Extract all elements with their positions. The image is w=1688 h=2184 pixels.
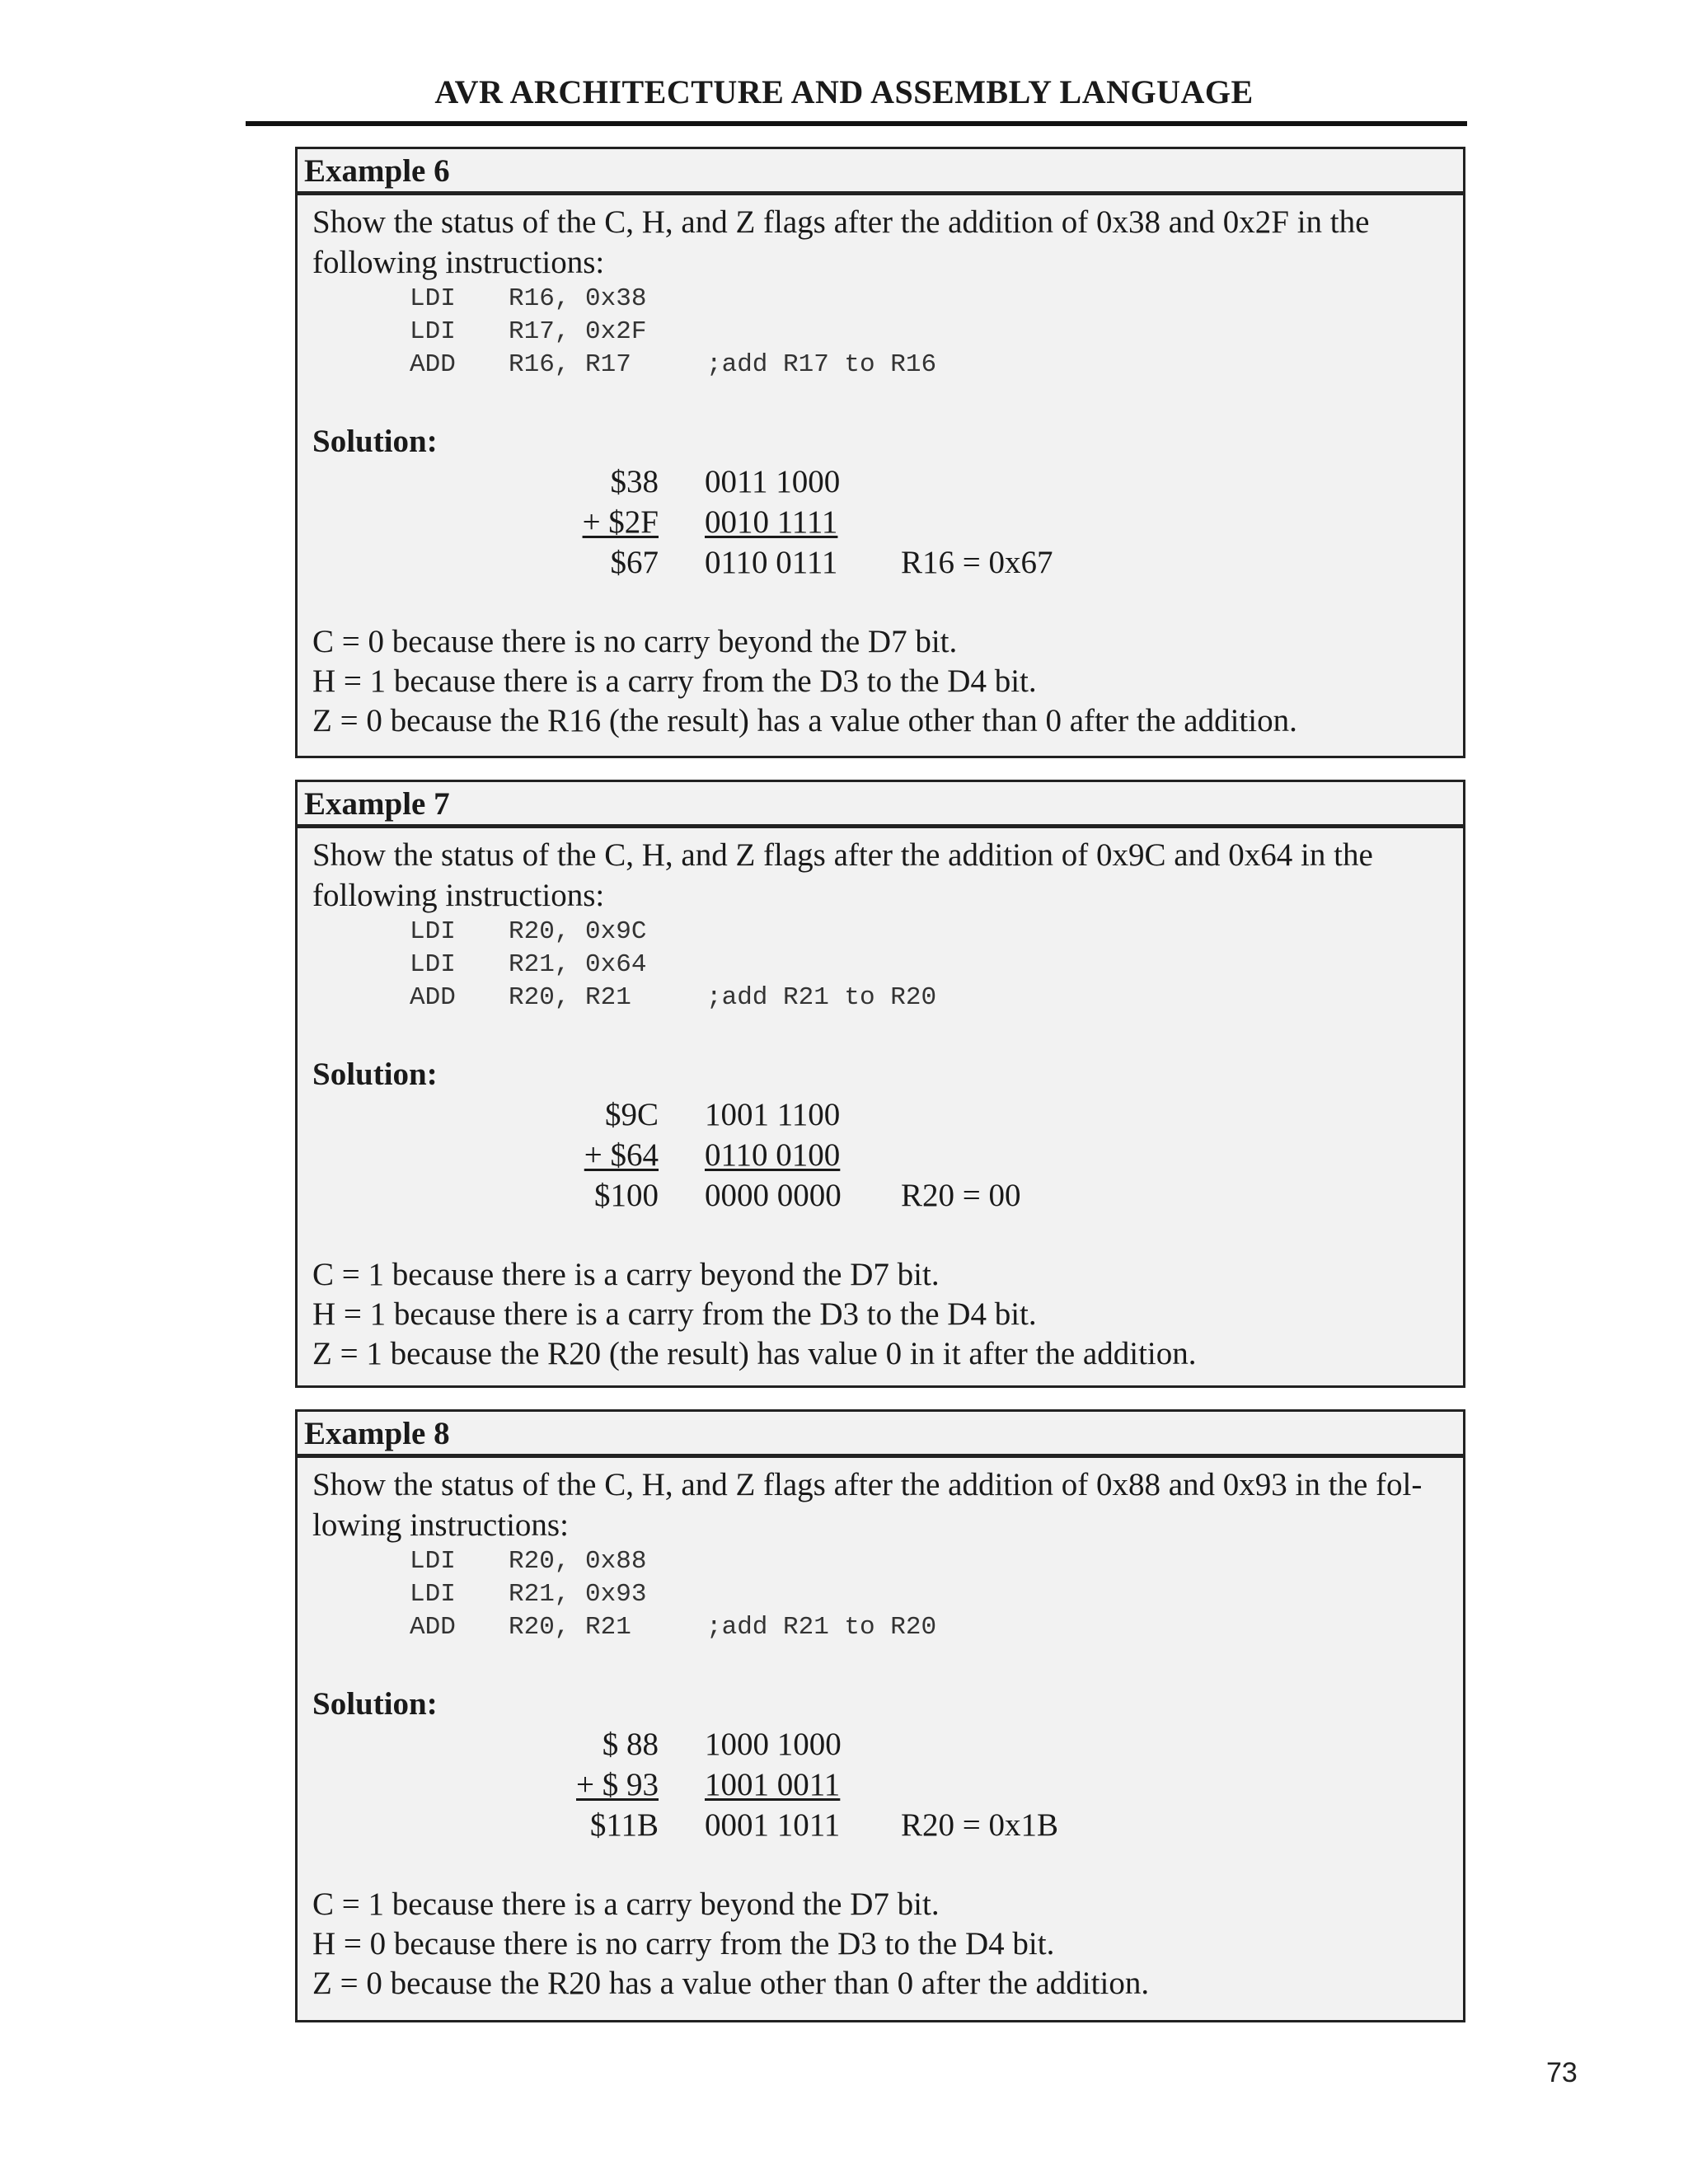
code-line: [410, 1545, 1448, 1578]
running-header: AVR ARCHITECTURE AND ASSEMBLY LANGUAGE: [434, 73, 1254, 110]
example-box: [295, 147, 1465, 758]
hex-value: $11B: [589, 1807, 659, 1843]
result-value: R20 = 00: [901, 1178, 1021, 1213]
flag-line: H = 1 because there is a carry from the D3 to the D4 bit.: [312, 1296, 1037, 1332]
arithmetic-block: [312, 1094, 1448, 1216]
page-number: 73: [1546, 2057, 1578, 2088]
example-title: Example 6: [298, 149, 1463, 195]
flag-explanations: [312, 1255, 1448, 1389]
operands: R20, 0x9C: [509, 917, 647, 946]
result-value: R20 = 0x1B: [901, 1807, 1059, 1843]
flag-line: C = 1 because there is a carry beyond the D7 bit.: [312, 1886, 940, 1922]
header-rule: [246, 121, 1467, 126]
code-block: [410, 1545, 1448, 1644]
code-line: [410, 1578, 1448, 1611]
flag-line: C = 0 because there is no carry beyond the D7 bit.: [312, 624, 958, 659]
code-block: [410, 916, 1448, 1015]
opcode: LDI: [410, 917, 456, 946]
code-line: [410, 949, 1448, 982]
arith-row: [312, 462, 1448, 502]
flag-line: Z = 1 because the R20 (the result) has value 0 in it after the addition.: [312, 1336, 1197, 1371]
hex-value: $38: [610, 464, 659, 499]
arith-row: [312, 502, 1448, 542]
prompt-line: Show the status of the C, H, and Z flags after the addition of 0x38 and 0x2F in the: [312, 204, 1370, 240]
example-box: [295, 1409, 1465, 2022]
binary-value: 0001 1011: [705, 1807, 841, 1843]
arith-row: [312, 542, 1448, 583]
binary-value: 1001 0011: [705, 1767, 841, 1802]
code-line: [410, 316, 1448, 349]
code-line: [410, 1611, 1448, 1644]
hex-value: $ 88: [602, 1727, 659, 1762]
hex-value: + $ 93: [576, 1767, 659, 1802]
hex-value: $67: [610, 545, 659, 580]
example-body: [298, 202, 1463, 756]
solution-label: Solution:: [312, 1686, 438, 1722]
result-value: R16 = 0x67: [901, 545, 1053, 580]
operands: R20, R21: [509, 983, 631, 1012]
binary-value: 1000 1000: [705, 1727, 842, 1762]
binary-value: 0110 0111: [705, 545, 838, 580]
example-body: [298, 835, 1463, 1389]
opcode: ADD: [410, 983, 456, 1012]
arithmetic-block: [312, 462, 1448, 583]
flag-line: H = 0 because there is no carry from the D3 to the D4 bit.: [312, 1926, 1055, 1961]
operands: R20, R21: [509, 1613, 631, 1642]
example-prompt: [312, 1465, 1448, 1545]
operands: R17, 0x2F: [509, 317, 647, 346]
solution-label: Solution:: [312, 1057, 438, 1092]
code-block: [410, 283, 1448, 382]
hex-value: + $2F: [582, 504, 659, 540]
binary-value: 1001 1100: [705, 1097, 841, 1132]
code-line: [410, 916, 1448, 949]
code-comment: ;add R17 to R16: [706, 350, 937, 379]
flag-line: Z = 0 because the R20 has a value other than 0 after the addition.: [312, 1966, 1150, 2001]
solution-label: Solution:: [312, 424, 438, 459]
opcode: LDI: [410, 950, 456, 979]
code-line: [410, 349, 1448, 382]
opcode: ADD: [410, 350, 456, 379]
opcode: LDI: [410, 284, 456, 313]
flag-line: Z = 0 because the R16 (the result) has a value other than 0 after the addition.: [312, 703, 1297, 738]
arith-row: [312, 1094, 1448, 1135]
prompt-line: Show the status of the C, H, and Z flags after the addition of 0x9C and 0x64 in the: [312, 837, 1373, 873]
arith-row: [312, 1765, 1448, 1805]
operands: R20, 0x88: [509, 1547, 647, 1576]
arithmetic-block: [312, 1724, 1448, 1845]
example-box: [295, 780, 1465, 1388]
opcode: LDI: [410, 317, 456, 346]
prompt-line: lowing instructions:: [312, 1507, 569, 1543]
operands: R21, 0x64: [509, 950, 647, 979]
opcode: LDI: [410, 1547, 456, 1576]
flag-line: C = 1 because there is a carry beyond the D7 bit.: [312, 1257, 940, 1292]
opcode: ADD: [410, 1613, 456, 1642]
hex-value: $100: [594, 1178, 659, 1213]
prompt-line: Show the status of the C, H, and Z flags after the addition of 0x88 and 0x93 in the fol-: [312, 1467, 1423, 1502]
arith-row: [312, 1135, 1448, 1175]
arith-row: [312, 1175, 1448, 1216]
flag-line: H = 1 because there is a carry from the D3 to the D4 bit.: [312, 663, 1037, 699]
binary-value: 0110 0100: [705, 1137, 841, 1173]
code-comment: ;add R21 to R20: [706, 983, 937, 1012]
binary-value: 0000 0000: [705, 1178, 842, 1213]
arith-row: [312, 1805, 1448, 1845]
opcode: LDI: [410, 1580, 456, 1609]
prompt-line: following instructions:: [312, 245, 605, 280]
example-prompt: [312, 202, 1448, 283]
operands: R16, 0x38: [509, 284, 647, 313]
example-body: [298, 1465, 1463, 2018]
arith-row: [312, 1724, 1448, 1765]
binary-value: 0011 1000: [705, 464, 841, 499]
example-title: Example 8: [298, 1412, 1463, 1458]
flag-explanations: [312, 622, 1448, 756]
operands: R21, 0x93: [509, 1580, 647, 1609]
hex-value: + $64: [584, 1137, 659, 1173]
prompt-line: following instructions:: [312, 878, 605, 913]
example-title: Example 7: [298, 782, 1463, 828]
code-line: [410, 283, 1448, 316]
flag-explanations: [312, 1885, 1448, 2018]
code-line: [410, 982, 1448, 1015]
binary-value: 0010 1111: [705, 504, 838, 540]
hex-value: $9C: [604, 1097, 659, 1132]
example-prompt: [312, 835, 1448, 916]
code-comment: ;add R21 to R20: [706, 1613, 937, 1642]
operands: R16, R17: [509, 350, 631, 379]
